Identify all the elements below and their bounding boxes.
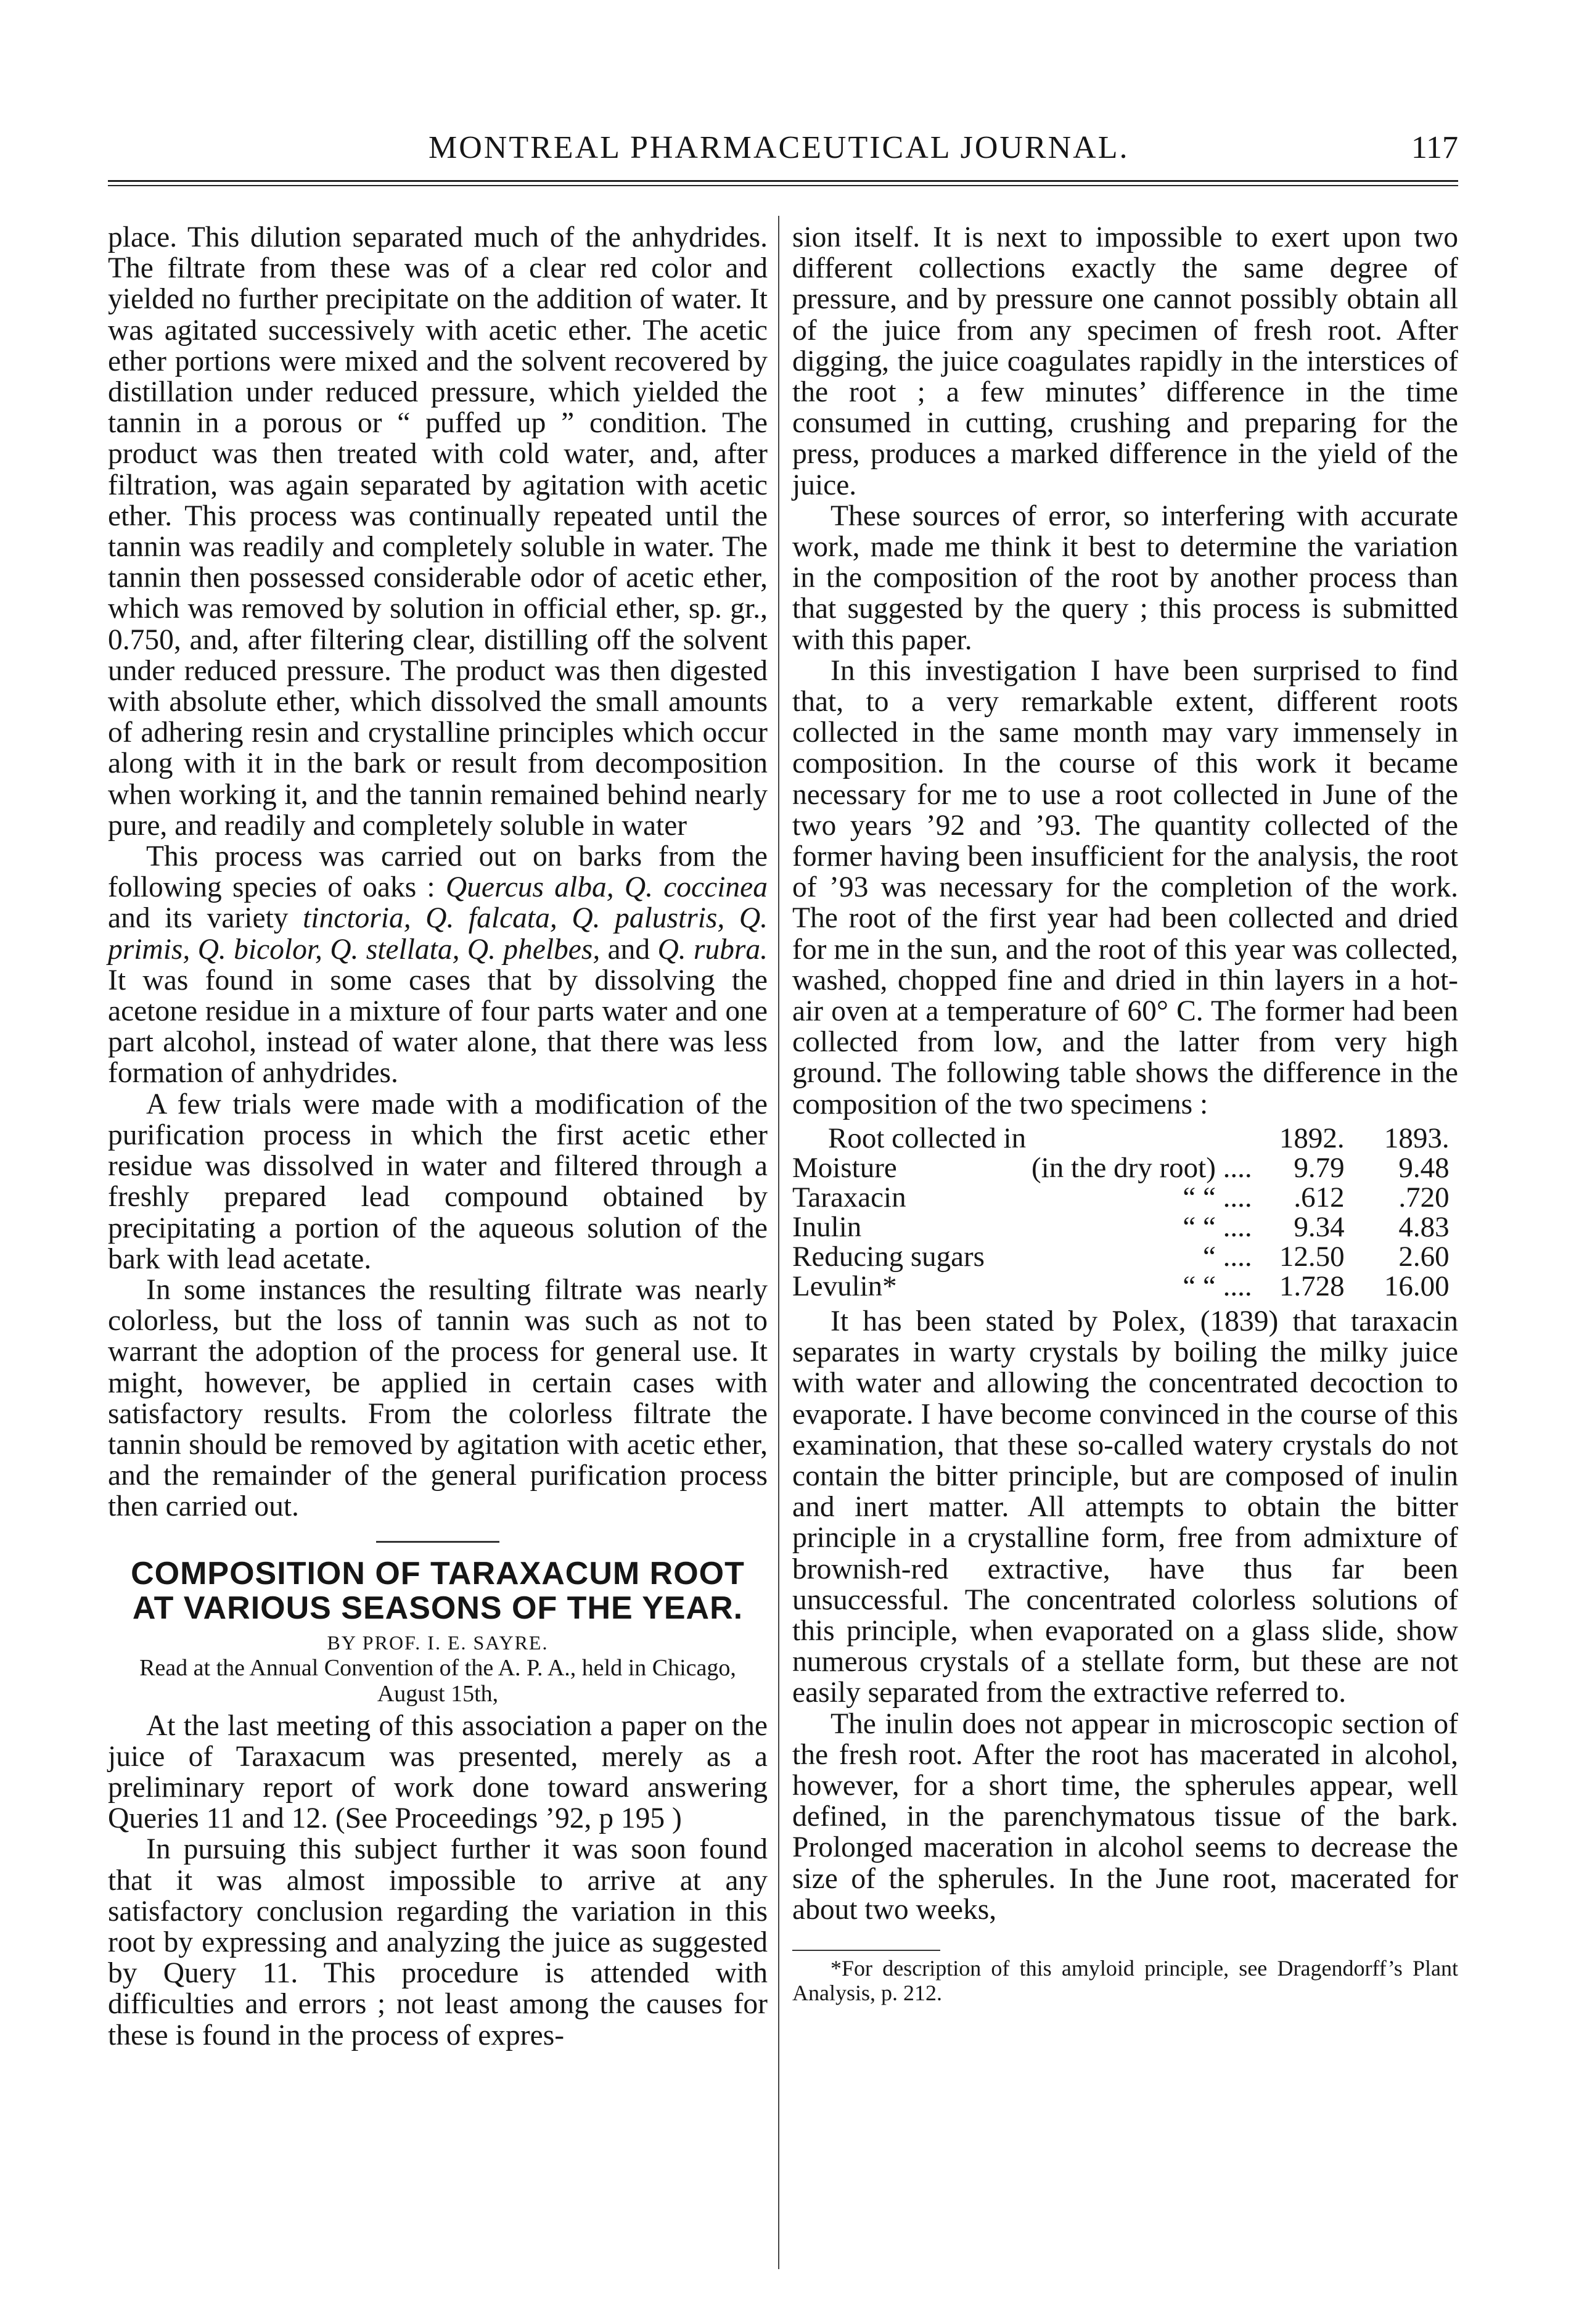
header-rule-bottom — [108, 185, 1458, 186]
body-paragraph: At the last meeting of this association a paper on the juice of Taraxacum was presented, merely as a preliminary report of work done toward answering Queries 11 and 12. (See Proceedings ’92, p 195 ) — [108, 1709, 768, 1835]
table-cell: .612 — [1294, 1181, 1345, 1213]
table-cell: Taraxacin — [792, 1181, 906, 1213]
table-row — [792, 1271, 1450, 1301]
oak-species-paragraph: This process was carried out on barks from the following species of oaks : Quercus alba, Q. coccinea and its variety tinctoria, Q. falcata, Q. palustris, Q. primis, Q. bicolor, Q. stellata, Q. phelbes, and Q. rubra. It was found in some cases that by dissolving the acetone residue in a mixture of four parts water and one part alcohol, instead of water alone, that there was less formation of anhydrides. — [108, 840, 768, 1090]
body-paragraph: In pursuing this subject further it was soon found that it was almost impossible to arrive at any satisfactory conclusion regarding the variation in this root by expressing and analyzing the juice as suggested by Query 11. This procedure is attended with difficulties and errors ; not least among the causes for these is found in the process of expres- — [108, 1833, 768, 2051]
body-paragraph: A few trials were made with a modification of the purification process in which the first acetic ether residue was dissolved in water and filtered through a freshly prepared lead compound obtained by precipitating a portion of the aqueous solution of the bark with lead acetate. — [108, 1088, 768, 1275]
column-divider — [778, 216, 779, 2269]
composition-table — [792, 1123, 1450, 1301]
table-cell: “ “ .... — [1183, 1181, 1252, 1213]
table-cell: (in the dry root) .... — [1031, 1151, 1252, 1184]
article-title: COMPOSITION OF TARAXACUM ROOT AT VARIOUS SEASONS OF THE YEAR. — [131, 1555, 745, 1626]
table-cell: Reducing sugars — [792, 1240, 985, 1273]
right-column — [792, 222, 1458, 2005]
table-cell: “ “ .... — [1183, 1270, 1252, 1302]
section-divider — [376, 1541, 499, 1543]
footnote-rule — [792, 1950, 940, 1951]
body-paragraph: The inulin does not appear in microscopic section of the fresh root. After the root has macerated in alcohol, however, for a short time, the spherules appear, well defined, in the parenchymatous tissue of the bark. Prolonged maceration in alcohol seems to decrease the size of the spherules. In the June root, macerated for about two weeks, — [792, 1707, 1458, 1926]
table-cell: Moisture — [792, 1151, 897, 1184]
table-cell: 1.728 — [1279, 1270, 1345, 1302]
body-paragraph: place. This dilution separated much of the anhydrides. The filtrate from these was of a clear red color and yielded no further precipitate on the addition of water. It was agitated successively with acetic ether. The acetic ether portions were mixed and the solvent recovered by distillation under reduced pressure, which yielded the tannin in a porous or “ puffed up ” condition. The product was then treated with cold water, and, after filtration, was again separated by agitation with acetic ether. This process was continually repeated until the tannin was readily and completely soluble in water. The tannin then possessed considerable odor of acetic ether, which was removed by solution in official ether, sp. gr., 0.750, and, after filtering clear, distilling off the solvent under reduced pressure. The product was then digested with absolute ether, which dissolved the small amounts of adhering resin and crystalline principles which occur along with it in the bark or result from decomposition when working it, and the tannin remained behind nearly pure, and readily and completely soluble in water — [108, 221, 768, 842]
table-header-cell: Root collected in — [828, 1122, 1027, 1154]
table-cell: Inulin — [792, 1210, 862, 1243]
table-cell: 2.60 — [1398, 1240, 1450, 1273]
table-cell: 9.79 — [1294, 1151, 1345, 1184]
table-cell: 9.48 — [1398, 1151, 1450, 1184]
table-cell: 16.00 — [1384, 1270, 1450, 1302]
body-paragraph: These sources of error, so interfering with accurate work, made me think it best to determine the variation in the composition of the root by another process than that suggested by the query ; this process is submitted with this paper. — [792, 499, 1458, 656]
table-cell: 4.83 — [1398, 1210, 1450, 1243]
page-number: 117 — [1411, 130, 1458, 165]
body-paragraph: In this investigation I have been surprised to find that, to a very remarkable extent, different roots collected in the same month may vary immensely in composition. In the course of this work it became necessary for me to use a root collected in June of the two years ’92 and ’93. The quantity collected of the former having been insufficient for the analysis, the root of ’93 was necessary for the completion of the work. The root of the first year had been collected and dried for me in the sun, and the root of this year was collected, washed, chopped fine and dried in thin layers in a hot-air oven at a temperature of 60° C. The former had been collected from low, and the latter from very high ground. The following table shows the difference in the composition of the two specimens : — [792, 654, 1458, 1120]
table-header-cell — [1031, 1123, 1252, 1153]
table-row — [792, 1242, 1450, 1271]
table-header-cell: 1892. — [1279, 1122, 1345, 1154]
table-row — [792, 1212, 1450, 1242]
table-cell: “ .... — [1203, 1240, 1252, 1273]
left-column — [108, 222, 768, 2051]
page-header — [108, 123, 1458, 173]
running-head: MONTREAL PHARMACEUTICAL JOURNAL. — [429, 130, 1130, 165]
article-byline: BY PROF. I. E. SAYRE. — [327, 1631, 549, 1654]
table-cell: “ “ .... — [1183, 1210, 1252, 1243]
table-row — [792, 1183, 1450, 1212]
table-row — [792, 1153, 1450, 1183]
footnote: *For description of this amyloid principle, see Dragendorff’s Plant Analysis, p. 212. — [792, 1955, 1458, 2005]
table-cell: 9.34 — [1294, 1210, 1345, 1243]
body-paragraph: In some instances the resulting filtrate was nearly colorless, but the loss of tannin was such as not to warrant the adoption of the process for general use. It might, however, be applied in certain cases with satisfactory results. From the colorless filtrate the tannin should be removed by agitation with acetic ether, and the remainder of the general purification process then carried out. — [108, 1273, 768, 1523]
body-paragraph: It has been stated by Polex, (1839) that taraxacin separates in warty crystals by boiling the milky juice with water and allowing the concentrated decoction to evaporate. I have become convinced in the course of this examination, that these so-called watery crystals do not contain the bitter principle, but are composed of inulin and inert matter. All attempts to obtain the bitter principle in a crystalline form, free from admixture of brownish-red extractive, have thus far been unsuccessful. The concentrated colorless solutions of this principle, when evaporated on a glass slide, show numerous crystals of a stellate form, but these are not easily separated from the extractive referred to. — [792, 1305, 1458, 1709]
table-cell: .720 — [1398, 1181, 1450, 1213]
header-rule-top — [108, 180, 1458, 182]
body-paragraph: sion itself. It is next to impossible to exert upon two different collections exactly the same degree of pressure, and by pressure one cannot possibly obtain all of the juice from any specimen of fresh root. After digging, the juice coagulates rapidly in the interstices of the root ; a few minutes’ difference in the time consumed in cutting, crushing and preparing for the press, produces a marked difference in the yield of the juice. — [792, 221, 1458, 501]
table-header-cell: 1893. — [1384, 1122, 1450, 1154]
article-read-note: Read at the Annual Convention of the A. P. A., held in Chicago, August 15th, — [139, 1654, 736, 1707]
table-cell: 12.50 — [1279, 1240, 1345, 1273]
table-cell: Levulin* — [792, 1270, 897, 1302]
table-header-row — [792, 1123, 1450, 1153]
